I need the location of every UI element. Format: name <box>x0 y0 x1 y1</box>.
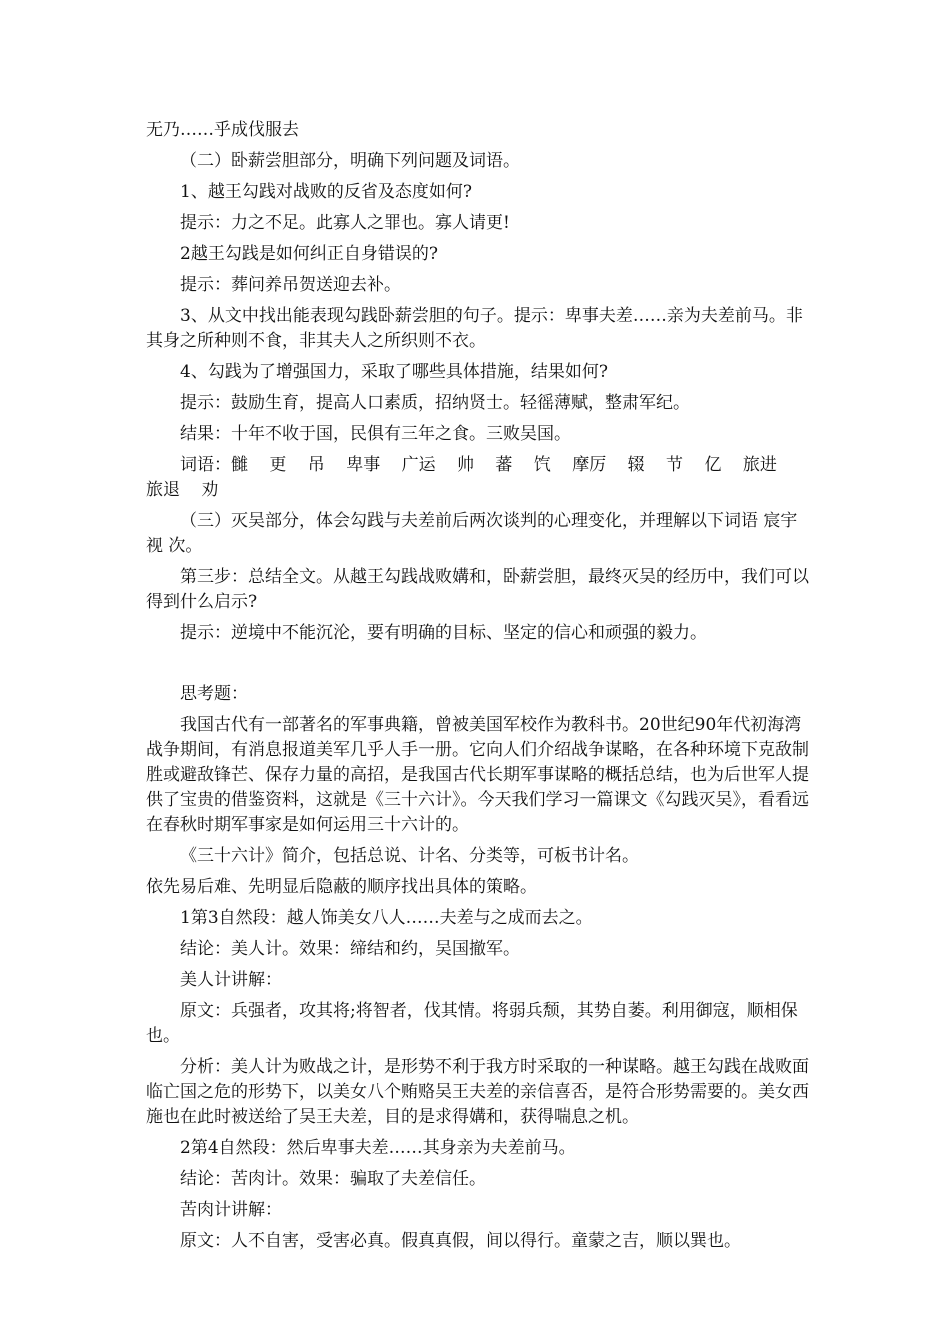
self-injury-plan-original: 原文：人不自害，受害必真。假真真假，间以得行。童蒙之吉，顺以巽也。 <box>180 1231 741 1251</box>
step-three: 第三步：总结全文。从越王勾践战败媾和，卧薪尝胆，最终灭吴的经历中，我们可以得到什么启示? <box>146 567 809 612</box>
conclusion-2: 结论：苦肉计。效果：骗取了夫差信任。 <box>180 1169 486 1189</box>
self-injury-plan-title: 苦肉计讲解： <box>180 1200 282 1220</box>
document-body <box>146 118 810 1260</box>
question-2: 2越王勾践是如何纠正自身错误的? <box>180 244 438 264</box>
strategy-order: 依先易后难、先明显后隐蔽的顺序找出具体的策略。 <box>146 877 537 897</box>
thinking-question-title: 思考题： <box>180 684 248 704</box>
beauty-plan-original: 原文：兵强者，攻其将;将智者，伐其情。将弱兵颓，其势自萎。利用御寇，顺相保也。 <box>146 1001 798 1046</box>
hint-4: 提示：鼓励生育，提高人口素质，招纳贤士。轻徭薄赋，整肃军纪。 <box>180 393 690 413</box>
beauty-plan-analysis: 分析：美人计为败战之计，是形势不利于我方时采取的一种谋略。越王勾践在战败面临亡国之危的形势下，以美女八个贿赂吴王夫差的亲信喜否，是符合形势需要的。美女西施也在此时被送给了吴王夫差，目的是求得媾和，获得喘息之机。 <box>146 1057 809 1127</box>
section-heading-2: （二）卧薪尝胆部分，明确下列问题及词语。 <box>180 151 520 171</box>
beauty-plan-title: 美人计讲解： <box>180 970 282 990</box>
hint-2: 提示：葬问养吊贺送迎去补。 <box>180 275 401 295</box>
question-3: 3、从文中找出能表现勾践卧薪尝胆的句子。提示：卑事夫差……亲为夫差前马。非其身之所种则不食，非其夫人之所织则不衣。 <box>146 306 803 351</box>
hint-1: 提示：力之不足。此寡人之罪也。寡人请更! <box>180 213 510 233</box>
hint-step-three: 提示：逆境中不能沉沦，要有明确的目标、坚定的信心和顽强的毅力。 <box>180 623 707 643</box>
result-4: 结果：十年不收于国，民俱有三年之食。三败吴国。 <box>180 424 571 444</box>
spacer <box>146 652 810 682</box>
section-heading-3: （三）灭吴部分，体会勾践与夫差前后两次谈判的心理变化，并理解以下词语 宸宇 视 次。 <box>146 511 798 556</box>
paragraph-1: 无乃……乎成伐服去 <box>146 120 299 140</box>
conclusion-1: 结论：美人计。效果：缔结和约，吴国撤军。 <box>180 939 520 959</box>
question-4: 4、勾践为了增强国力，采取了哪些具体措施，结果如何? <box>180 362 608 382</box>
thirty-six-intro: 《三十六计》简介，包括总说、计名、分类等，可板书计名。 <box>180 846 639 866</box>
paragraph-3-ref: 1第3自然段：越人饰美女八人……夫差与之成而去之。 <box>180 908 593 928</box>
paragraph-4-ref: 2第4自然段：然后卑事夫差……其身亲为夫差前马。 <box>180 1138 576 1158</box>
intro-paragraph: 我国古代有一部著名的军事典籍，曾被美国军校作为教科书。20世纪90年代初海湾战争期间，有消息报道美军几乎人手一册。它向人们介绍战争谋略，在各种环境下克敌制胜或避敌锋芒、保存力量的高招，是我国古代长期军事谋略的概括总结，也为后世军人提供了宝贵的借鉴资料，这就是《三十六计》。今天我们学习一篇课文《勾践灭吴》，看看远在春秋时期军事家是如何运用三十六计的。 <box>146 715 809 835</box>
vocabulary-list: 词语：雠 更 吊 卑事 广运 帅 蕃 饩 摩厉 辍 节 亿 旅进 旅退 劝 <box>146 455 777 500</box>
question-1: 1、越王勾践对战败的反省及态度如何? <box>180 182 472 202</box>
